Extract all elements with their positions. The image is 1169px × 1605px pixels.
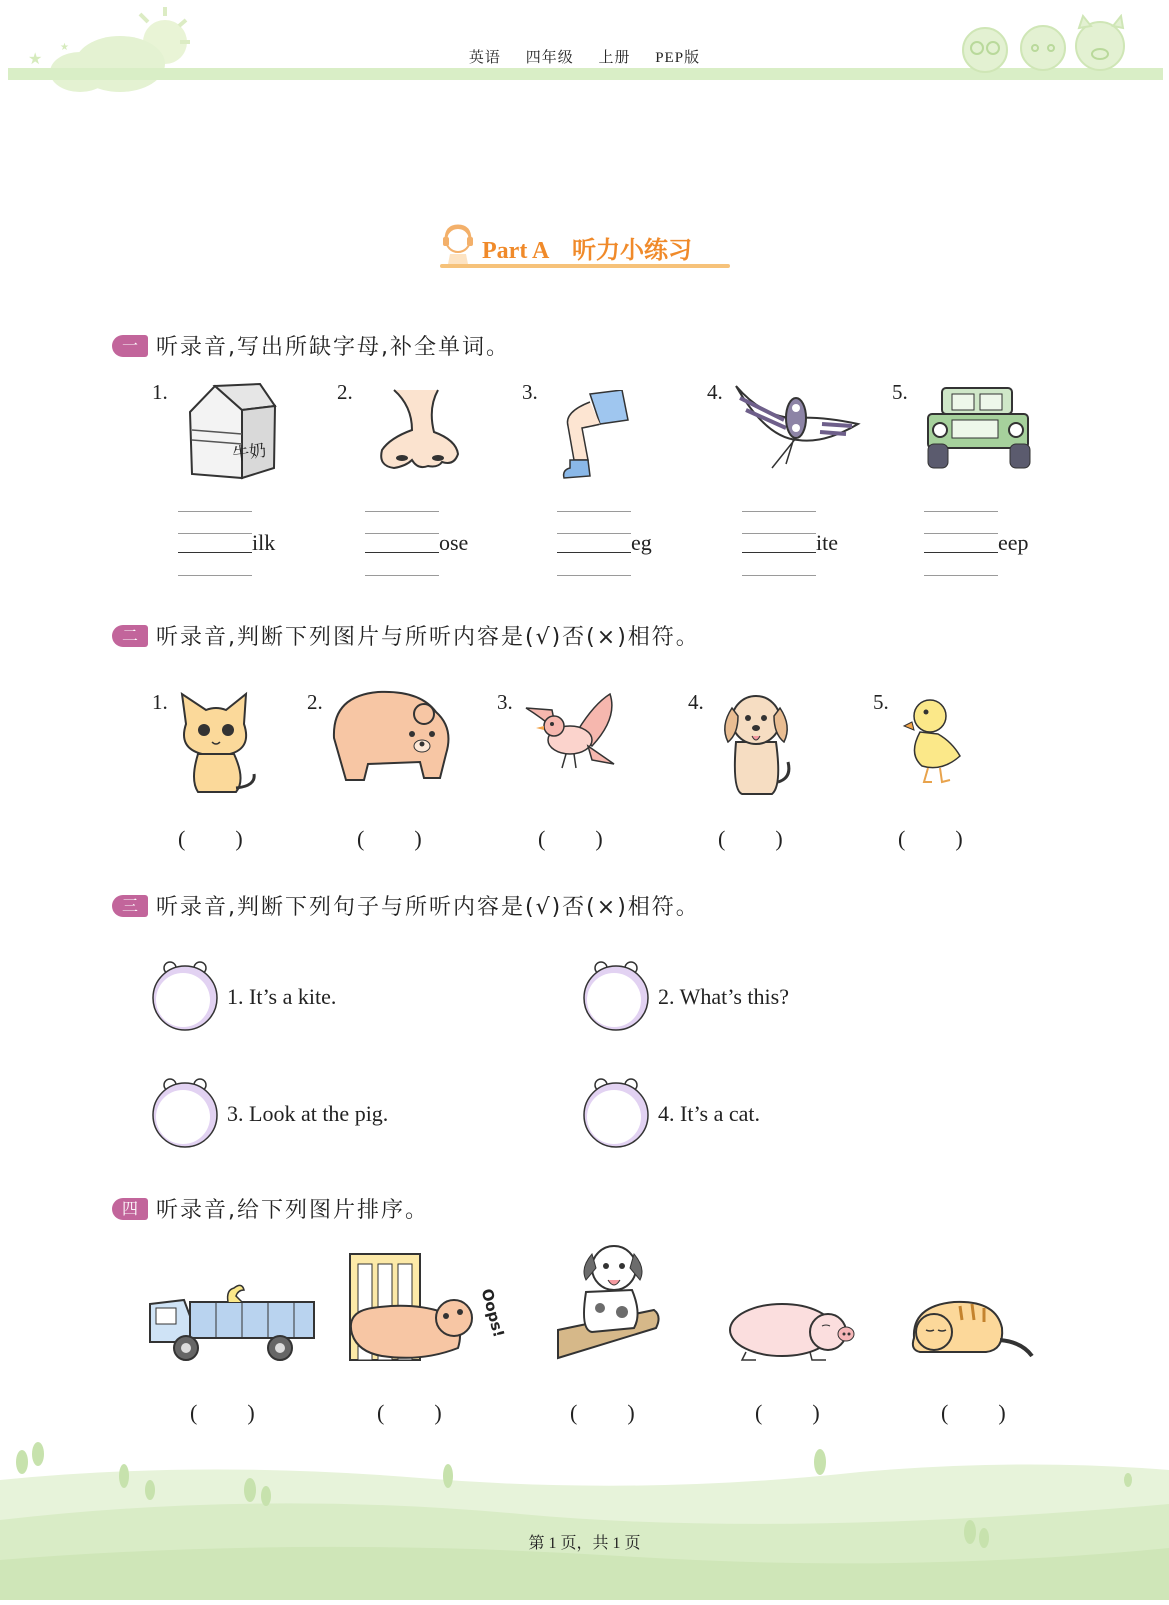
header-volume: 上册 xyxy=(598,50,631,66)
s2-item3-answer-paren[interactable]: ( ) xyxy=(538,826,605,851)
milk-carton-label: 牛奶 xyxy=(231,440,268,466)
answer-ring-1[interactable] xyxy=(152,960,218,1032)
part-title-underline xyxy=(440,264,730,268)
section4-instruction: 听录音,给下列图片排序。 xyxy=(156,1198,429,1223)
guide-line xyxy=(365,511,439,512)
part-title xyxy=(440,224,740,274)
section3-instruction: 听录音,判断下列句子与所听内容是(√)否(×)相符。 xyxy=(156,895,700,920)
s1-item2-number: 2. xyxy=(337,380,353,404)
guide-line xyxy=(365,575,439,576)
header-edition: PEP版 xyxy=(655,50,701,66)
section3-badge: 三 xyxy=(112,895,148,917)
s1-item5-suffix: eep xyxy=(998,530,1029,555)
section1-instruction: 听录音,写出所缺字母,补全单词。 xyxy=(156,335,510,360)
section2-badge: 二 xyxy=(112,625,148,647)
guide-line xyxy=(924,511,998,512)
s1-item4-word xyxy=(742,530,838,556)
s1-item4-blank[interactable] xyxy=(742,532,816,553)
kite-icon xyxy=(732,380,862,470)
s3-sentence-1: 1. It’s a kite. xyxy=(227,984,337,1009)
s2-item2-number: 2. xyxy=(307,690,323,714)
answer-ring-4[interactable] xyxy=(583,1077,649,1149)
s1-item5-blank[interactable] xyxy=(924,532,998,553)
s2-item4-answer-paren[interactable]: ( ) xyxy=(718,826,785,851)
s3-sentence-4: 4. It’s a cat. xyxy=(658,1101,761,1126)
section4-title xyxy=(112,1193,429,1224)
s1-item3-number: 3. xyxy=(522,380,538,404)
cat-icon xyxy=(176,690,260,798)
pig-icon xyxy=(726,1296,858,1362)
s1-item1-number: 1. xyxy=(152,380,168,404)
s1-item2-word xyxy=(365,530,468,556)
guide-line xyxy=(178,575,252,576)
s4-item5-answer-paren[interactable]: ( ) xyxy=(941,1400,1008,1425)
section4-badge: 四 xyxy=(112,1198,148,1220)
guide-line xyxy=(557,511,631,512)
s3-sentence-3: 3. Look at the pig. xyxy=(227,1101,389,1126)
nose-icon xyxy=(372,386,462,476)
jeep-icon xyxy=(922,384,1036,474)
s1-item3-suffix: eg xyxy=(631,530,652,555)
s1-item5-number: 5. xyxy=(892,380,908,404)
svg-text:★: ★ xyxy=(60,42,69,53)
s4-item2-answer-paren[interactable]: ( ) xyxy=(377,1400,444,1425)
bear-icon xyxy=(328,688,456,784)
headphone-boy-icon xyxy=(440,224,476,264)
header-grade: 四年级 xyxy=(525,50,574,66)
part-title-text: Part A 听力小练习 xyxy=(482,238,692,264)
leg-icon xyxy=(560,390,632,486)
milk-carton-icon xyxy=(180,380,280,485)
s1-item4-suffix: ite xyxy=(816,530,838,555)
s2-item1-answer-paren[interactable]: ( ) xyxy=(178,826,245,851)
s2-item3-number: 3. xyxy=(497,690,513,714)
guide-line xyxy=(178,511,252,512)
answer-ring-2[interactable] xyxy=(583,960,649,1032)
tiger-sleeping-icon xyxy=(904,1294,1038,1362)
s2-item2-answer-paren[interactable]: ( ) xyxy=(357,826,424,851)
guide-line xyxy=(924,575,998,576)
section1-badge: 一 xyxy=(112,335,148,357)
guide-line xyxy=(557,575,631,576)
s1-item1-suffix: ilk xyxy=(252,530,276,555)
footer-landscape xyxy=(0,1440,1169,1600)
section1-title xyxy=(112,330,510,361)
oops-caption: Oops! xyxy=(477,1286,508,1340)
s1-item3-blank[interactable] xyxy=(557,532,631,553)
dog-on-log-icon xyxy=(556,1240,664,1362)
guide-line xyxy=(742,575,816,576)
page-footer: 第 1 页，共 1 页 xyxy=(528,1535,641,1552)
s1-item2-blank[interactable] xyxy=(365,532,439,553)
s1-item2-suffix: ose xyxy=(439,530,469,555)
header-animals-icon xyxy=(955,14,1135,74)
s4-item4-answer-paren[interactable]: ( ) xyxy=(755,1400,822,1425)
bird-icon xyxy=(522,690,618,772)
s2-item1-number: 1. xyxy=(152,690,168,714)
s2-item4-number: 4. xyxy=(688,690,704,714)
s2-item5-answer-paren[interactable]: ( ) xyxy=(898,826,965,851)
guide-line xyxy=(742,511,816,512)
s3-sentence-2: 2. What’s this? xyxy=(658,984,789,1009)
section2-instruction: 听录音,判断下列图片与所听内容是(√)否(×)相符。 xyxy=(156,625,700,650)
truck-with-duck-icon xyxy=(146,1280,316,1364)
s1-item5-word xyxy=(924,530,1029,556)
duck-icon xyxy=(902,694,966,786)
s4-item3-answer-paren[interactable]: ( ) xyxy=(570,1400,637,1425)
answer-ring-3[interactable] xyxy=(152,1077,218,1149)
s2-item5-number: 5. xyxy=(873,690,889,714)
s1-item1-word xyxy=(178,530,275,556)
bear-falling-icon xyxy=(342,1252,508,1364)
s1-item3-word xyxy=(557,530,652,556)
s1-item1-blank[interactable] xyxy=(178,532,252,553)
header-subject: 英语 xyxy=(468,50,501,66)
s1-item4-number: 4. xyxy=(707,380,723,404)
section2-title xyxy=(112,620,700,651)
svg-text:★: ★ xyxy=(28,51,43,68)
dog-icon xyxy=(716,690,796,798)
section3-title xyxy=(112,890,700,921)
s4-item1-answer-paren[interactable]: ( ) xyxy=(190,1400,257,1425)
